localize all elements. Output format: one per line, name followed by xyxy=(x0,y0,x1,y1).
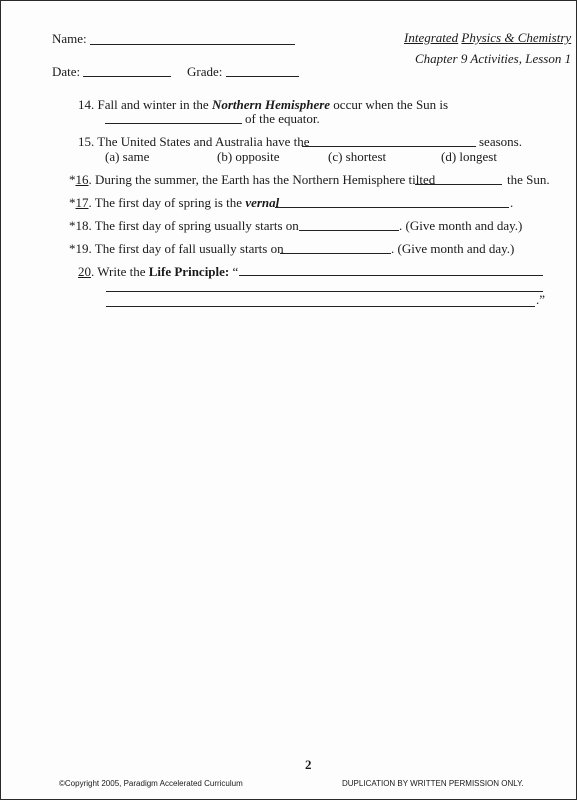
q17-number: 17 xyxy=(75,195,89,210)
q18-text-before: The first day of spring usually starts on xyxy=(94,218,299,233)
question-18 xyxy=(69,218,299,234)
q18-text-after: . (Give month and day.) xyxy=(399,218,523,233)
q16-text-after: the Sun. xyxy=(507,172,550,187)
question-20 xyxy=(78,264,238,280)
name-field-line[interactable] xyxy=(90,44,295,45)
q17-answer-line[interactable] xyxy=(275,207,509,208)
q16-text-before: . During the summer, the Earth has the Northern Hemisphere tilted xyxy=(88,172,436,187)
q17-emphasis: vernal xyxy=(245,195,280,210)
q19-answer-line[interactable] xyxy=(280,253,391,254)
q17-text-after: . xyxy=(510,195,514,210)
q15-text-before: The United States and Australia have the xyxy=(97,134,310,149)
duplication-notice: DUPLICATION BY WRITTEN PERMISSION ONLY. xyxy=(342,779,524,788)
q15-option-b: (b) opposite xyxy=(217,149,280,164)
copyright-notice: ©Copyright 2005, Paradigm Accelerated Curriculum xyxy=(59,779,243,788)
q19-text-after: . (Give month and day.) xyxy=(391,241,515,256)
q15-answer-line[interactable] xyxy=(302,146,476,147)
q20-answer-line-2[interactable] xyxy=(106,291,543,292)
question-16 xyxy=(69,172,435,188)
q15-text-after: seasons. xyxy=(479,134,522,149)
q14-text-before: Fall and winter in the xyxy=(97,97,209,112)
grade-label: Grade: xyxy=(187,64,223,79)
question-19 xyxy=(69,241,284,257)
q14-number: 14. xyxy=(78,97,95,112)
q20-answer-line-1[interactable] xyxy=(239,275,543,276)
q15-number: 15. xyxy=(78,134,95,149)
q20-text-before: . Write the xyxy=(91,264,146,279)
course-title-part2: Physics & Chemistry xyxy=(461,30,572,45)
course-title-part1: Integrated xyxy=(404,30,459,45)
q14-line2-text: of the equator. xyxy=(245,111,320,126)
q20-answer-line-3[interactable] xyxy=(106,306,535,307)
q15-option-a: (a) same xyxy=(105,149,150,164)
q14-emphasis: Northern Hemisphere xyxy=(211,97,331,112)
q19-text-before: The first day of fall usually starts on xyxy=(94,241,284,256)
q20-open-quote: “ xyxy=(232,264,239,279)
q18-answer-line[interactable] xyxy=(299,230,399,231)
q15-option-c: (c) shortest xyxy=(328,149,387,164)
page-number: 2 xyxy=(305,757,312,772)
q16-number: 16 xyxy=(75,172,89,187)
date-label: Date: xyxy=(52,64,81,79)
q16-prefix: * xyxy=(69,172,76,187)
name-label: Name: xyxy=(52,31,87,46)
course-title xyxy=(404,30,571,46)
q15-option-d: (d) longest xyxy=(441,149,497,164)
q19-number: *19. xyxy=(69,241,92,256)
date-field-line[interactable] xyxy=(83,76,171,77)
q17-text-before: . The first day of spring is the xyxy=(88,195,243,210)
q18-number: *18. xyxy=(69,218,92,233)
q20-emphasis: Life Principle: xyxy=(148,264,230,279)
q17-prefix: * xyxy=(69,195,76,210)
question-17 xyxy=(69,195,279,211)
grade-field-line[interactable] xyxy=(226,76,299,77)
q16-answer-line[interactable] xyxy=(415,184,502,185)
q20-close-quote: .” xyxy=(536,292,546,307)
q20-number: 20 xyxy=(78,264,91,279)
question-15 xyxy=(78,134,310,150)
q14-text-after: occur when the Sun is xyxy=(333,97,449,112)
q14-answer-line[interactable] xyxy=(105,123,242,124)
chapter-lesson: Chapter 9 Activities, Lesson 1 xyxy=(415,51,572,66)
